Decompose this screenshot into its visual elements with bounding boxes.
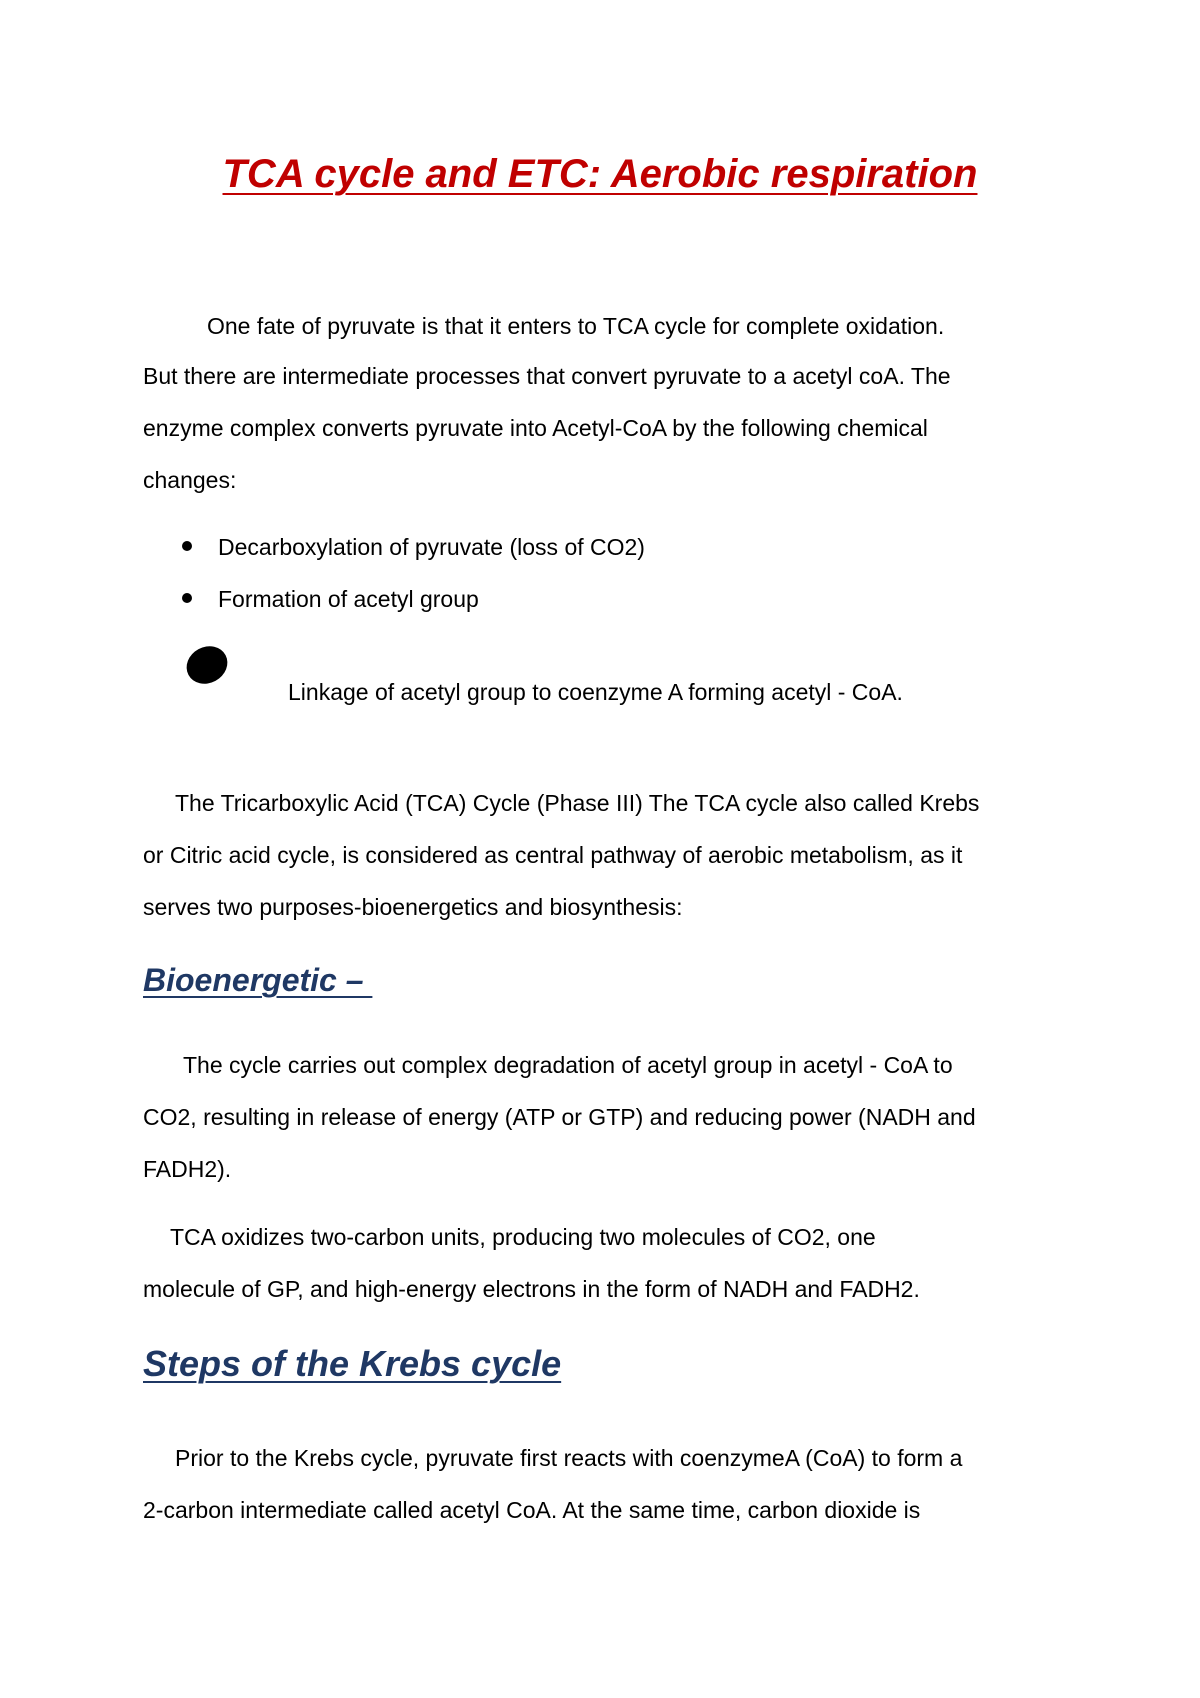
bullet-item-2: Formation of acetyl group xyxy=(218,586,479,612)
bioenergetic-para2-line-2: molecule of GP, and high-energy electrons in the form of NADH and FADH2. xyxy=(143,1276,920,1302)
krebs-line-1: Prior to the Krebs cycle, pyruvate first reacts with coenzymeA (CoA) to form a xyxy=(175,1445,963,1471)
bullet-item-1: Decarboxylation of pyruvate (loss of CO2) xyxy=(218,534,645,560)
bioenergetic-para1-line-1: The cycle carries out complex degradation of acetyl group in acetyl - CoA to xyxy=(183,1052,953,1078)
bioenergetic-para2-line-1: TCA oxidizes two-carbon units, producing two molecules of CO2, one xyxy=(170,1224,876,1250)
tca-line-2: or Citric acid cycle, is considered as central pathway of aerobic metabolism, as it xyxy=(143,842,963,868)
bioenergetic-heading: Bioenergetic – xyxy=(143,962,373,998)
intro-line-1: One fate of pyruvate is that it enters to TCA cycle for complete oxidation. xyxy=(207,313,945,339)
intro-line-4: changes: xyxy=(143,467,237,493)
bullet-dot xyxy=(182,593,192,603)
document-title: TCA cycle and ETC: Aerobic respiration xyxy=(222,152,978,196)
bioenergetic-para1-line-3: FADH2). xyxy=(143,1156,232,1182)
bullet-dot xyxy=(182,541,192,551)
large-bullet-dot xyxy=(180,639,234,691)
intro-line-2: But there are intermediate processes that convert pyruvate to a acetyl coA. The xyxy=(143,363,951,389)
krebs-line-2: 2-carbon intermediate called acetyl CoA. At the same time, carbon dioxide is xyxy=(143,1497,921,1523)
krebs-heading: Steps of the Krebs cycle xyxy=(143,1343,562,1384)
bioenergetic-para1-line-2: CO2, resulting in release of energy (ATP or GTP) and reducing power (NADH and xyxy=(143,1104,976,1130)
tca-line-1: The Tricarboxylic Acid (TCA) Cycle (Phase III) The TCA cycle also called Krebs xyxy=(175,790,980,816)
bullet-item-3: Linkage of acetyl group to coenzyme A forming acetyl - CoA. xyxy=(288,679,903,705)
tca-line-3: serves two purposes-bioenergetics and biosynthesis: xyxy=(143,894,683,920)
intro-line-3: enzyme complex converts pyruvate into Acetyl-CoA by the following chemical xyxy=(143,415,928,441)
